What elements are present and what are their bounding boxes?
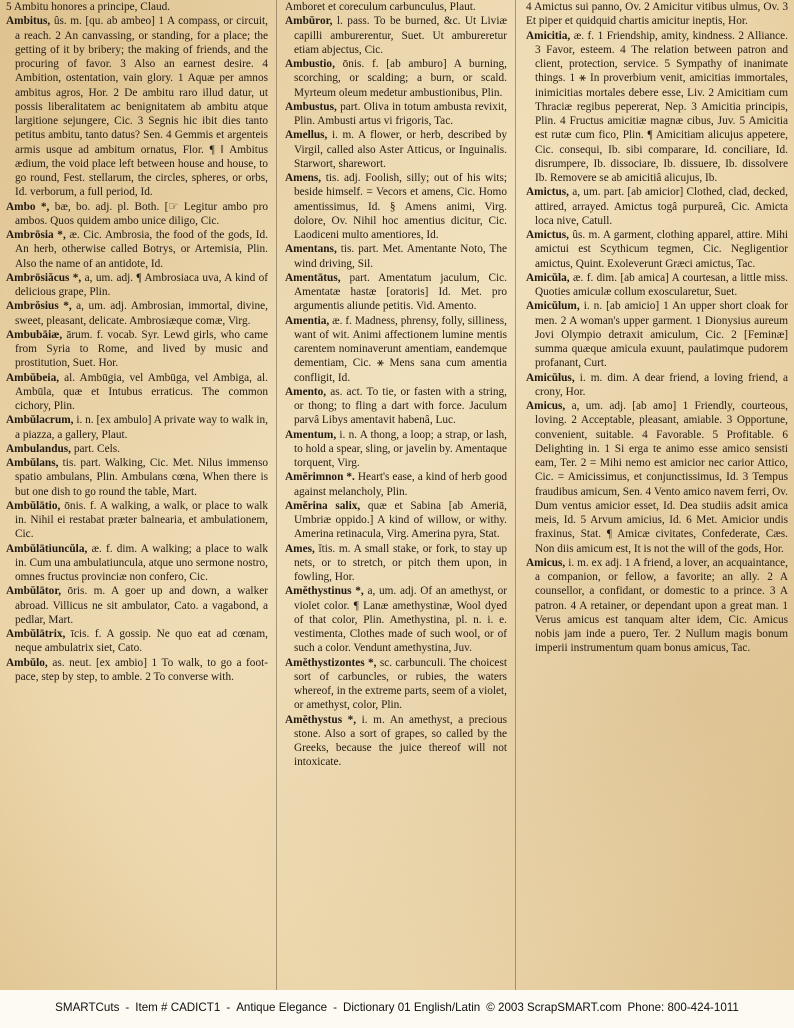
entry-definition: ĭtis. m. A small stake, or fork, to stay up nets, or to stretch, or pitch them upon, in fowling, Hor. xyxy=(294,542,507,583)
entry-headword: Amentum, xyxy=(285,428,337,441)
dictionary-entry xyxy=(6,299,268,328)
dictionary-entry xyxy=(285,271,507,314)
entry-headword: Ambulandus, xyxy=(6,442,71,455)
entry-headword: Amentātus, xyxy=(285,271,341,284)
entry-definition: a, um. part. [ab amicior] Clothed, clad, decked, attired, arrayed. Amictus togâ purpureâ, Cic. Amicta loca nive, Catull. xyxy=(535,186,788,227)
entry-definition: a, um. adj. [ab amo] 1 Friendly, courteous, loving. 2 Acceptable, pleasant, amiable. 3 Opportune, convenient, suitable. 4 Favorable. 5 Profitable. 6 Delighting in. 1 Si erga te animo esse amico sensisti eam, Ter. 2 = Mihi nemo est amicior nec carior Attico, Cic. = Amicissimus, et conjunctissimus, Id. 3 Tempus fraudibus amicum, Sen. 4 Vento amico navem ferri, Ov. Dum ventus amicior esset, Id. Dea studiis adsit amica meis, Id. 5 Arvum amicius, Id. 6 Met. Amicior undis fraxinus, Stat. ¶ Amicæ civitates, Confederate, Cæs. Non diis amicum est, It is not the will of the gods, Hor. xyxy=(535,400,788,555)
entry-headword: Ambŭlacrum, xyxy=(6,414,74,427)
entry-definition: ûs. m. A garment, clothing apparel, attire. Mihi amictui est Scythicum tegmen, Cic. Negligentior amictus, Quint. Exoleverunt Græci amictus, Tac. xyxy=(535,229,788,270)
dictionary-entry xyxy=(285,14,507,57)
entry-definition: ûs. m. [qu. ab ambeo] 1 A compass, or circuit, a reach. 2 An canvassing, or standing, for a place; the getting of it by bribery; the making of friends, and the procuring of favor. 3 Also an earnest desire. 4 Ambition, ostentation, vain glory. 1 Aquæ per amnos ambitus agros, Hor. 2 De ambitu raro illud datur, ut possis liberalitatem ac benignitatem ab ambitu atque largitione sejungere, Cic. 3 Segnis hic ibit dies tanto petitus ambitu, tanto datus? Sen. 4 Gemmis et argenteis armis usque ad ambitum ornatus, Flor. ¶ ‖ Ambitus ædium, the void place left between house and house, to go round, Fest. stellarum, the circles, spheres, or orbs, Id. verborum, a full period, Id. xyxy=(15,15,268,199)
entry-headword: Amicŭlus, xyxy=(526,371,575,384)
dictionary-entry xyxy=(6,0,268,14)
dictionary-entry xyxy=(6,542,268,585)
entry-headword: Amicŭlum, xyxy=(526,300,580,313)
dictionary-entry xyxy=(285,542,507,585)
entry-headword: Amictus, xyxy=(526,186,569,199)
dictionary-entry xyxy=(285,242,507,271)
entry-headword: Amĕthystizontes *, xyxy=(285,656,377,669)
entry-definition: tis. part. Met. Amentante Noto, The wind driving, Sil. xyxy=(294,243,507,270)
column-rule xyxy=(276,0,277,990)
entry-definition: tis. part. Walking, Cic. Met. Nilus immenso spatio ambulans, Plin. Ambulans cœna, When there is but one dish to go round the table, Mart. xyxy=(15,457,268,498)
dictionary-entry xyxy=(526,399,788,556)
entry-definition: æ. f. dim. A walking; a place to walk in. Cum una ambulatiuncula, atque uno sermone nostro, omnes fructus provinciæ non confero, Cic. xyxy=(15,542,268,583)
entry-definition: i. m. ex adj. 1 A friend, a lover, an acquaintance, a companion, or fellow, a favorite; an ally. 2 A counsellor, a confidant, or domestic to a prince. 3 A patron. 4 A retainer, or dependant upon a great man. 1 Verus amicus est tanquam alter idem, Cic. Amicus nobis jam inde a puero, Ter. 2 Nullum magis bonum imperii instrumentum quam bonus amicus, Tac. xyxy=(535,556,788,655)
footer-item: Item # CADICT1 xyxy=(135,1000,221,1014)
entry-definition: l. pass. To be burned, &c. Ut Liviæ capilli amburerentur, Suet. Ut ambureretur etiam abjectus, Cic. xyxy=(294,15,507,56)
dictionary-entry xyxy=(6,328,268,371)
entry-definition: i. n. A thong, a loop; a strap, or lash, to hold a spear, sling, or javelin by. Amentaque torquent, Virg. xyxy=(294,428,507,469)
dictionary-entry xyxy=(6,442,268,456)
entry-definition: īcis. f. A gossip. Ne quo eat ad cœnam, neque ambulatrix siet, Cato. xyxy=(15,628,268,655)
entry-definition: æ. f. 1 Friendship, amity, kindness. 2 Alliance. 3 Favor, esteem. 4 The relation between patron and client, protection, service. 5 Sympathy of inanimate things. 1 ⚹ In proverbium venit, amicitias immortales, inimicitias mortales debere esse, Liv. 2 Amicitiam cum Thraciæ regibus pepererat, Nep. 3 Amicitia principis, Plin. 4 Fructus amicitiæ magnæ cibus, Juv. 5 Amicitia est rutæ cum fico, Plin. ¶ Amicitiam alicujus appetere, Cic. consequi, Ib. sibi comparare, Id. conciliare, Id. disrumpere, Ib. dissociare, Ib. dissuere, Ib. dissolvere Ib. Removere se ab amicitiâ alicujus, Ib. xyxy=(535,29,788,184)
entry-definition: Amboret et coreculum carbunculus, Plaut. xyxy=(285,1,476,13)
entry-definition: sc. carbunculi. The choicest sort of carbuncles, or rubies, the waters whereof, in the extreme parts, seem of a violet, or amethyst, color, Plin. xyxy=(294,656,507,712)
entry-headword: Ambŭror, xyxy=(285,15,333,28)
entry-headword: Ambrōsiăcus *, xyxy=(6,271,82,284)
entry-headword: Ambrōsia *, xyxy=(6,229,66,241)
dictionary-entry xyxy=(285,656,507,713)
entry-headword: Amens, xyxy=(285,172,322,184)
dictionary-column-1 xyxy=(6,0,268,990)
footer-collection: Antique Elegance xyxy=(236,1000,328,1014)
entry-definition: ōnis. f. [ab amburo] A burning, scorching, or scalding; a burn, or scald. Myrteum oleum medetur ambustionibus, Plin. xyxy=(294,58,507,99)
dictionary-entry xyxy=(526,185,788,228)
entry-definition: a, um. adj. ¶ Ambrosiaca uva, A kind of delicious grape, Plin. xyxy=(15,271,268,298)
entry-headword: Amĕrina salix, xyxy=(285,499,361,512)
dictionary-entry xyxy=(6,371,268,414)
dictionary-entry xyxy=(526,371,788,400)
dictionary-entry xyxy=(6,499,268,542)
entry-definition: æ. f. Madness, phrensy, folly, silliness, want of wit. Animi affectionem lumine mentis carentem nominaverunt amentiam, eandemque dementiam, Cic. ⚹ Mens sana cum amentia confligit, Id. xyxy=(294,314,507,384)
entry-definition: 4 Amictus sui panno, Ov. 2 Amicitur vitibus ulmus, Ov. 3 Et piper et quidquid chartis amicitur ineptis, Hor. xyxy=(526,1,788,28)
entry-definition: a, um. adj. Of an amethyst, or violet color. ¶ Lanæ amethystinæ, Wool dyed of that color, Plin. Amethystina, pl. n. i. e. vestimenta, Clothes made of such wool, or of such a color. Vendunt amethystina, Juv. xyxy=(294,585,507,655)
entry-headword: Ambŭlātrix, xyxy=(6,628,66,640)
entry-headword: Ambrŏsius *, xyxy=(6,300,72,313)
entry-definition: part. Amentatum jaculum, Cic. Amentatæ hastæ [oratoris] Id. Met. pro argumentis aliunde petitis. Vid. Amento. xyxy=(294,271,507,313)
dictionary-entry xyxy=(285,428,507,471)
dictionary-entry xyxy=(285,100,507,129)
entry-definition: Heart's ease, a kind of herb good against melancholy, Plin. xyxy=(294,471,507,498)
entry-headword: Amicŭla, xyxy=(526,271,570,284)
dictionary-entry xyxy=(285,171,507,242)
entry-definition: tis. adj. Foolish, silly; out of his wits; beside himself. = Vecors et amens, Cic. Homo amentissimus, Id. § Amens animi, Virg. dolore, Ov. Nihil hoc amentius dicitur, Cic. Laodiceni multo amentiores, Id. xyxy=(294,172,507,241)
entry-headword: Amicus, xyxy=(526,556,566,569)
dictionary-entry xyxy=(526,271,788,300)
entry-headword: Ambŭlātiuncŭla, xyxy=(6,542,88,555)
dictionary-entry xyxy=(6,584,268,627)
entry-definition: i. n. [ab amicio] 1 An upper short cloak for men. 2 A woman's upper garment. 1 Dionysius aureum Jovi Olympio detraxit amiculum, Cic. 2 [Feminæ] summa quæque amicula exuunt, paulatimque pudorem profanant, Curt. xyxy=(535,300,788,370)
entry-headword: Ambitus, xyxy=(6,15,51,28)
entry-definition: i. m. An amethyst, a precious stone. Also a sort of grapes, so called by the Greeks, because the juice thereof will not intoxicate. xyxy=(294,713,507,769)
entry-definition: 5 Ambitu honores a principe, Claud. xyxy=(6,1,171,13)
entry-definition: ōnis. f. A walking, a walk, or place to walk in. Nihil ei restabat præter balnearia, et ambulationem, Cic. xyxy=(15,499,268,541)
entry-definition: i. m. dim. A dear friend, a loving friend, a crony, Hor. xyxy=(535,371,788,398)
entry-definition: a, um. adj. Ambrosian, immortal, divine, sweet, pleasant, delicate. Ambrosiæque comæ, Virg. xyxy=(15,300,268,327)
dictionary-entry xyxy=(526,556,788,656)
entry-headword: Amicus, xyxy=(526,400,566,412)
dictionary-entry xyxy=(6,627,268,656)
dictionary-entry xyxy=(526,299,788,370)
entry-headword: Amĕthystus *, xyxy=(285,713,357,726)
entry-headword: Ambŭlātio, xyxy=(6,499,61,512)
dictionary-entry xyxy=(6,413,268,442)
entry-headword: Ambustio, xyxy=(285,58,335,70)
dictionary-entry xyxy=(285,713,507,770)
entry-definition: al. Ambūgia, vel Ambūga, vel Ambiga, al. Ambūla, quæ et Intubus erraticus. The common cichory, Plin. xyxy=(15,371,268,412)
entry-definition: æ. f. dim. [ab amica] A courtesan, a little miss. Quoties amiculæ collum exoscularetur, Suet. xyxy=(535,271,788,298)
entry-headword: Ambŭlans, xyxy=(6,457,59,469)
entry-headword: Ambubāiæ, xyxy=(6,328,63,341)
dictionary-entry xyxy=(6,228,268,271)
dictionary-entry xyxy=(285,584,507,655)
dictionary-entry xyxy=(285,314,507,385)
entry-headword: Ambŭlātor, xyxy=(6,585,62,598)
column-rule xyxy=(515,0,516,990)
dictionary-entry xyxy=(285,57,507,100)
entry-headword: Ambŭbeia, xyxy=(6,371,60,384)
footer-caption: SMARTCuts - Item # CADICT1 - Antique Elegance - Dictionary 01 English/Latin © 2003 ScrapSMART.com Phone: 800-424-1011 xyxy=(55,1000,739,1014)
entry-definition: æ. Cic. Ambrosia, the food of the gods, Id. An herb, otherwise called Botrys, or Artemisia, Plin. Also the name of an antidote, Id. xyxy=(15,229,268,270)
dictionary-column-2 xyxy=(285,0,507,990)
entry-definition: ārum. f. vocab. Syr. Lewd girls, who came from Syria to Rome, and lived by music and prostitution, Suet. Hor. xyxy=(15,328,268,370)
dictionary-entry xyxy=(285,128,507,171)
entry-headword: Ambŭlo, xyxy=(6,656,48,669)
dictionary-column-3 xyxy=(526,0,788,990)
entry-definition: ōris. m. A goer up and down, a walker abroad. Villicus ne sit ambulator, Cato. a vagabond, a pedlar, Mart. xyxy=(15,585,268,626)
entry-headword: Amentans, xyxy=(285,243,337,256)
footer-brand: SMARTCuts xyxy=(55,1000,120,1014)
entry-headword: Ambo *, xyxy=(6,200,50,213)
dictionary-entry xyxy=(6,456,268,499)
dictionary-entry xyxy=(285,499,507,542)
dictionary-entry xyxy=(285,0,507,14)
entry-headword: Amellus, xyxy=(285,129,328,142)
entry-headword: Amĕthystinus *, xyxy=(285,585,364,598)
entry-definition: part. Oliva in totum ambusta revixit, Plin. Ambusti artus vi frigoris, Tac. xyxy=(294,100,507,127)
footer-phone: Phone: 800-424-1011 xyxy=(627,1000,739,1014)
footer-title: Dictionary 01 English/Latin xyxy=(342,1000,481,1014)
entry-headword: Amĕrimnon *. xyxy=(285,471,355,484)
dictionary-entry xyxy=(526,0,788,29)
entry-headword: Amicitia, xyxy=(526,29,571,42)
entry-definition: as. neut. [ex ambio] 1 To walk, to go a foot-pace, step by step, to amble. 2 To converse with. xyxy=(15,656,268,683)
dictionary-entry xyxy=(6,14,268,199)
entry-definition: i. n. [ex ambulo] A private way to walk in, a piazza, a gallery, Plaut. xyxy=(15,414,268,441)
dictionary-entry xyxy=(6,656,268,685)
entry-definition: quæ et Sabina [ab Ameriā, Umbriæ oppido.] A kind of willow, or withy. Amerina retinacula, Virg. Amerina pyra, Stat. xyxy=(294,499,507,541)
footer-copyright: © 2003 ScrapSMART.com xyxy=(486,1000,622,1014)
entry-headword: Amentia, xyxy=(285,314,330,327)
dictionary-entry xyxy=(6,200,268,229)
entry-headword: Amictus, xyxy=(526,229,569,241)
dictionary-entry xyxy=(285,385,507,428)
entry-headword: Amento, xyxy=(285,385,327,398)
entry-definition: i. m. A flower, or herb, described by Virgil, called also Aster Atticus, or Inguinalis. Starwort, sharewort. xyxy=(294,129,507,170)
entry-headword: Ambustus, xyxy=(285,100,337,113)
dictionary-entry xyxy=(6,271,268,300)
dictionary-entry xyxy=(526,228,788,271)
dictionary-entry xyxy=(285,470,507,499)
entry-definition: as. act. To tie, or fasten with a string, or thong; to fling a dart with force. Jaculum parvâ Libys amentavit habenâ, Luc. xyxy=(294,385,507,427)
entry-definition: part. Cels. xyxy=(73,442,120,455)
dictionary-entry xyxy=(526,29,788,186)
entry-definition: bæ, bo. adj. pl. Both. [☞ Legitur ambo pro ambos. Quos quidem ambo unice diligo, Cic. xyxy=(15,200,268,227)
entry-headword: Ames, xyxy=(285,542,315,555)
